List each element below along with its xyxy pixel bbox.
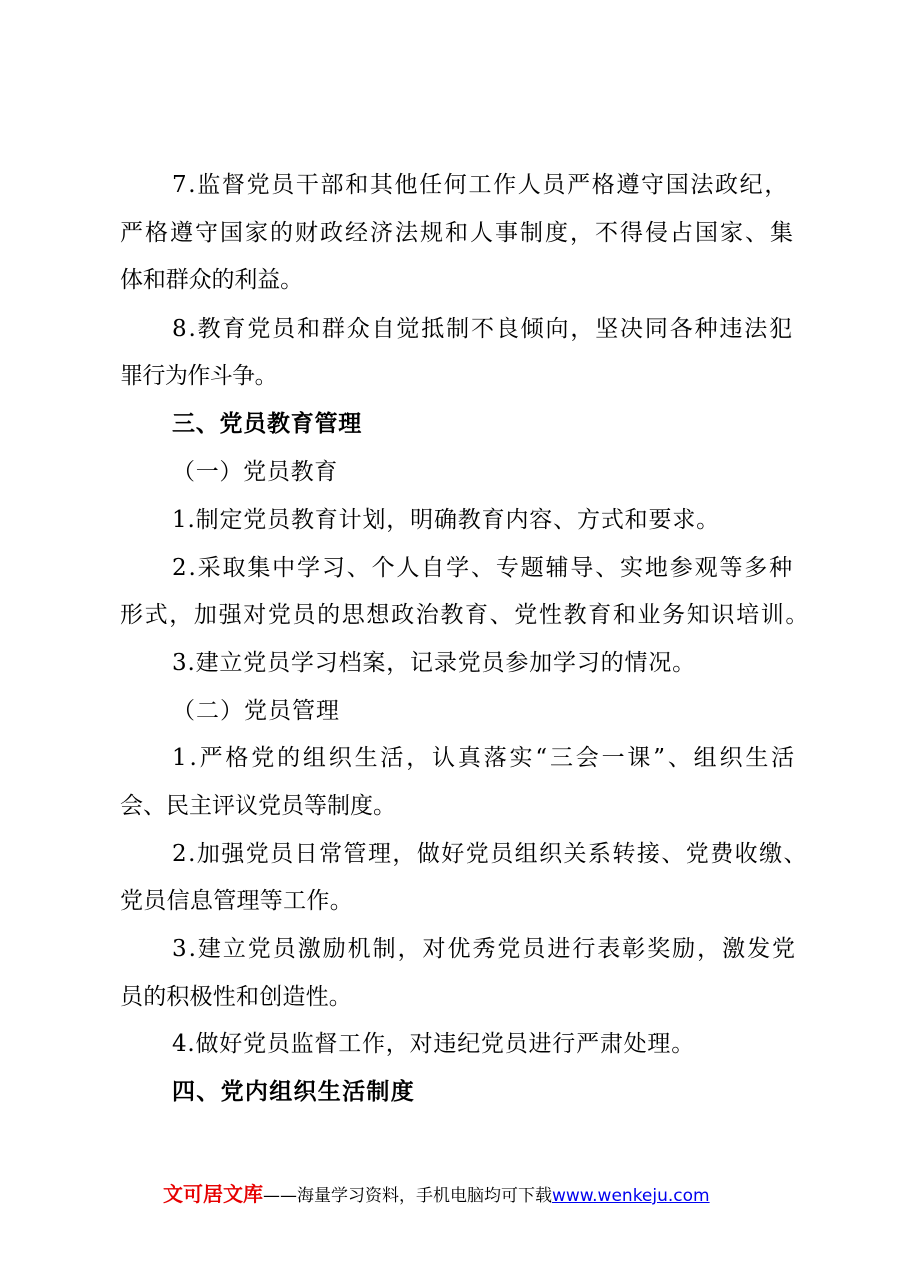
paragraph-line: 8.教育党员和群众自觉抵制不良倾向，坚决同各种违法犯	[172, 316, 794, 342]
paragraph-line: 2.采取集中学习、个人自学、专题辅导、实地参观等多种	[172, 555, 794, 581]
paragraph-line: 1.严格党的组织生活，认真落实“三会一课”、组织生活	[172, 745, 797, 771]
paragraph-line: 会、民主评议党员等制度。	[120, 793, 396, 819]
paragraph-line: 体和群众的利益。	[120, 267, 303, 293]
paragraph-line: 7.监督党员干部和其他任何工作人员严格遵守国法政纪，	[172, 172, 789, 198]
paragraph-line: 4.做好党员监督工作，对违纪党员进行严肃处理。	[172, 1031, 695, 1057]
footer-banner	[163, 1182, 710, 1208]
paragraph-line: 2.加强党员日常管理，做好党员组织关系转接、党费收缴、	[172, 841, 808, 867]
paragraph-line: 员的积极性和创造性。	[120, 984, 352, 1010]
paragraph-line: （二）党员管理	[172, 698, 340, 724]
paragraph-line: 3.建立党员激励机制，对优秀党员进行表彰奖励，激发党	[172, 936, 797, 962]
section-heading: 四、党内组织生活制度	[172, 1079, 415, 1105]
paragraph-line: 1.制定党员教育计划，明确教育内容、方式和要求。	[172, 507, 720, 533]
footer-brand: 文可居文库	[163, 1182, 263, 1206]
paragraph-line: （一）党员教育	[172, 459, 338, 485]
footer-url-link[interactable]: www.wenkeju.com	[552, 1186, 710, 1206]
footer-tagline: ——海量学习资料，手机电脑均可下载	[263, 1186, 552, 1206]
paragraph-line: 严格遵守国家的财政经济法规和人事制度，不得侵占国家、集	[120, 220, 795, 246]
section-heading: 三、党员教育管理	[172, 411, 362, 437]
paragraph-line: 罪行为作斗争。	[120, 363, 278, 389]
paragraph-line: 党员信息管理等工作。	[120, 888, 353, 914]
paragraph-line: 3.建立党员学习档案，记录党员参加学习的情况。	[172, 650, 696, 676]
paragraph-line: 形式，加强对党员的思想政治教育、党性教育和业务知识培训。	[120, 602, 810, 628]
